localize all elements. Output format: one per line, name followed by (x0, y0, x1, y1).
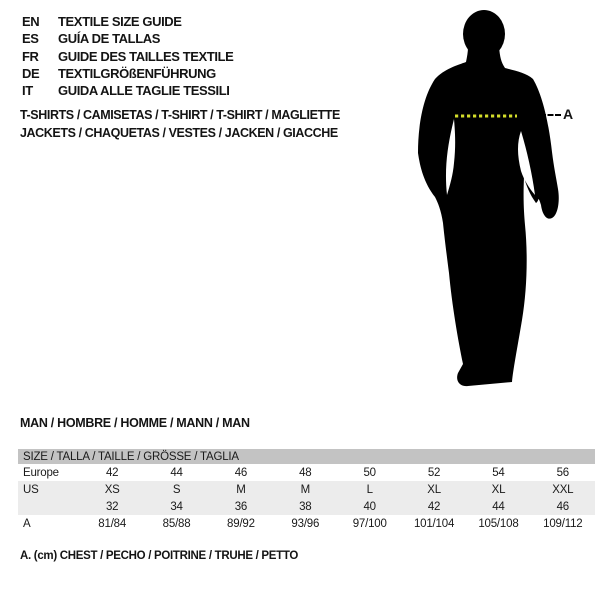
size-cell: XXL (531, 481, 595, 498)
size-cell: 93/96 (291, 517, 320, 530)
size-cell: 56 (556, 466, 570, 479)
measure-label-a: A (563, 106, 574, 122)
row-label: Europe (23, 466, 59, 479)
size-cell: 54 (492, 466, 505, 479)
language-code: EN (22, 14, 40, 29)
language-row-de (22, 65, 233, 82)
size-cell: L (338, 481, 402, 498)
man-silhouette (410, 5, 570, 390)
language-title: GUIDE DES TAILLES TEXTILE (58, 48, 234, 64)
table-row-europe (18, 464, 595, 481)
size-cell: 105/108 (478, 517, 519, 530)
size-cell: 109/112 (543, 517, 583, 530)
table-row-us (18, 481, 595, 498)
size-cell: 52 (427, 466, 441, 479)
size-cell: 42 (105, 466, 119, 479)
size-cell: 34 (144, 498, 208, 515)
size-cell: 101/104 (413, 517, 455, 530)
size-cell: 32 (80, 498, 144, 515)
table-row-a (18, 515, 595, 532)
size-cell: 40 (338, 498, 402, 515)
row-label: US (18, 481, 80, 498)
language-row-es (22, 30, 233, 47)
measurement-footnote: A. (cm) CHEST / PECHO / POITRINE / TRUHE / PETTO (20, 550, 299, 562)
section-title-man: MAN / HOMBRE / HOMME / MANN / MAN (20, 416, 250, 430)
language-title: GUÍA DE TALLAS (58, 31, 161, 47)
size-cell: 89/92 (227, 517, 255, 530)
size-cell: M (209, 481, 273, 498)
size-cell: XL (402, 481, 466, 498)
language-title: GUIDA ALLE TAGLIE TESSILI (58, 83, 230, 99)
size-cell: 44 (466, 498, 530, 515)
table-row-numeric (18, 498, 595, 515)
size-table (18, 449, 595, 532)
measure-line-extension (540, 114, 561, 116)
size-table-header: SIZE / TALLA / TAILLE / GRÖSSE / TAGLIA (18, 449, 595, 464)
language-title: TEXTILGRÖßENFÜHRUNG (58, 65, 216, 81)
language-row-it (22, 82, 233, 99)
size-cell: 42 (402, 498, 466, 515)
language-code: DE (22, 65, 40, 81)
language-code: FR (22, 48, 39, 64)
size-cell: S (144, 481, 208, 498)
size-cell: 46 (234, 466, 248, 479)
language-list (22, 13, 233, 99)
language-row-fr (22, 48, 233, 65)
size-cell: 81/84 (98, 517, 127, 530)
language-code: IT (22, 83, 33, 99)
size-cell: XL (466, 481, 530, 498)
size-cell: 85/88 (162, 517, 191, 530)
category-lines (20, 106, 340, 142)
category-line-jackets: JACKETS / CHAQUETAS / VESTES / JACKEN / GIACCHE (20, 126, 338, 140)
size-cell: XS (80, 481, 144, 498)
size-cell: 48 (299, 466, 312, 479)
size-cell: 38 (273, 498, 337, 515)
category-line-tshirts: T-SHIRTS / CAMISETAS / T-SHIRT / T-SHIRT / MAGLIETTE (20, 108, 340, 122)
size-cell: 50 (363, 466, 376, 479)
size-cell: 97/100 (352, 517, 387, 530)
size-cell: 44 (170, 466, 183, 479)
size-cell: M (273, 481, 337, 498)
row-label (18, 498, 80, 515)
row-label: A (23, 517, 31, 530)
size-cell: 36 (209, 498, 273, 515)
language-title: TEXTILE SIZE GUIDE (58, 14, 182, 29)
man-figure (410, 5, 580, 390)
language-code: ES (22, 31, 39, 47)
language-row-en (22, 13, 233, 30)
size-cell: 46 (531, 498, 595, 515)
